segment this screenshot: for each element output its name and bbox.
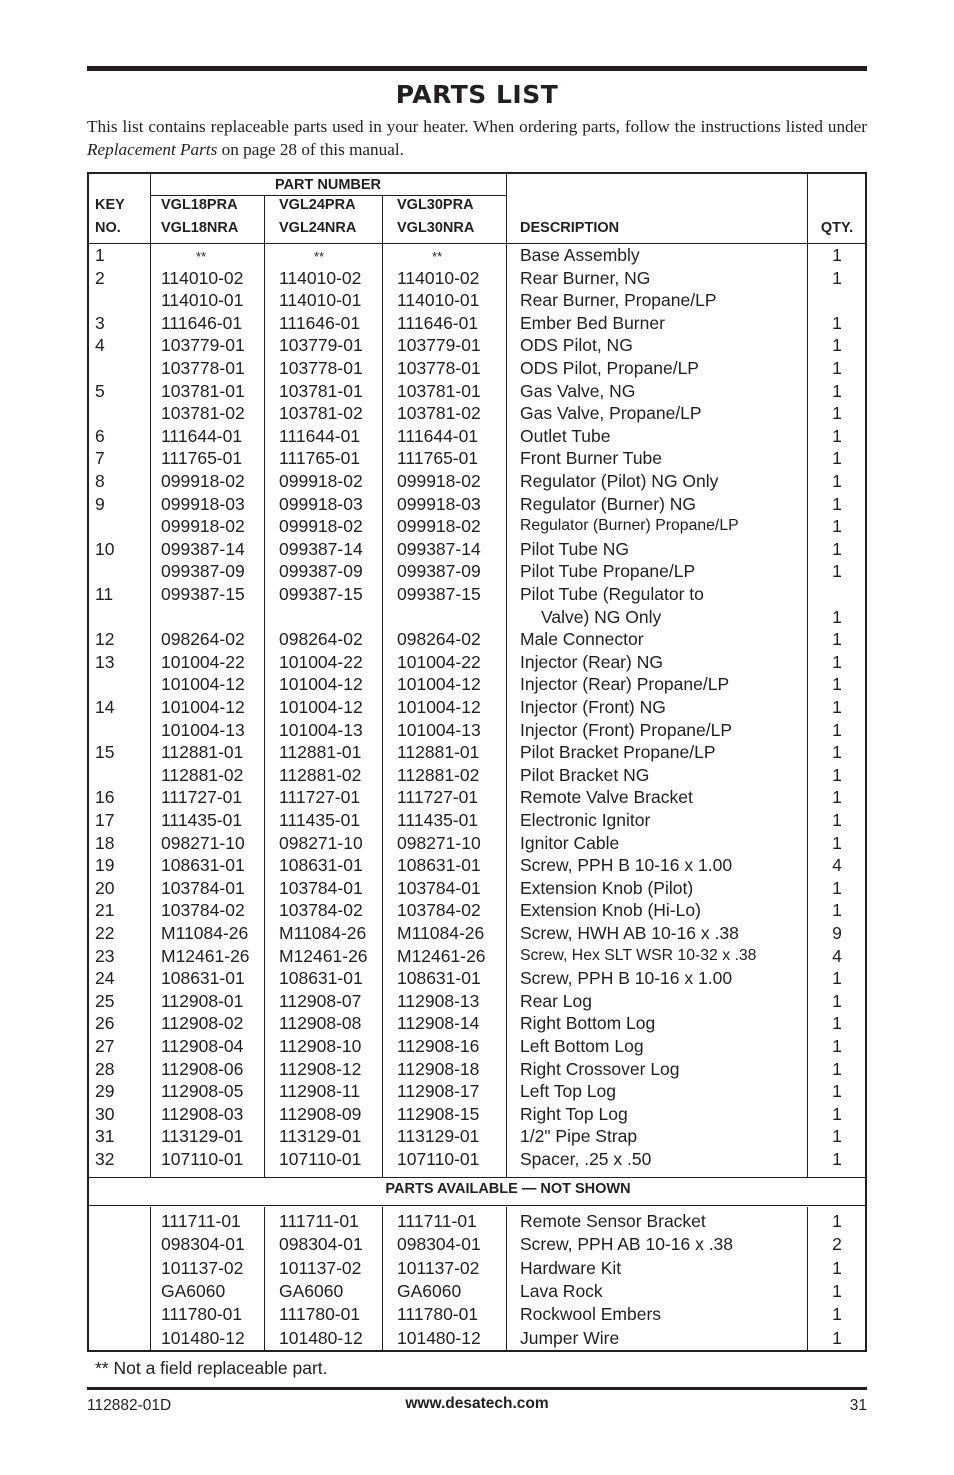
row-part-number: 099918-02 <box>161 471 245 491</box>
row-part-number: 098264-02 <box>397 629 481 650</box>
row-description: ODS Pilot, Propane/LP <box>520 358 699 378</box>
not-shown-part-number: 101480-12 <box>279 1327 363 1348</box>
row-part-number: 111435-01 <box>397 810 479 830</box>
row-part-number: 112908-02 <box>161 1013 244 1034</box>
row-part-number: 108631-01 <box>161 855 245 876</box>
row-description: 1/2" Pipe Strap <box>520 1126 638 1147</box>
row-description: ODS Pilot, NG <box>520 335 633 356</box>
row-part-number: 111646-01 <box>397 312 479 333</box>
row-qty: 1 <box>832 764 842 785</box>
header-model-18-propane: VGL18PRA <box>161 197 238 213</box>
doc-number: 112882-01D <box>87 1397 172 1414</box>
row-part-number: 103784-02 <box>161 900 245 921</box>
row-part-number: 112908-10 <box>279 1036 362 1056</box>
header-no: NO. <box>95 220 121 236</box>
not-shown-part-number: 101137-02 <box>397 1257 480 1278</box>
row-description: Injector (Front) Propane/LP <box>520 719 733 740</box>
row-part-number: 099918-02 <box>161 516 245 537</box>
row-part-number: 099387-15 <box>397 584 481 604</box>
row-part-number: 114010-01 <box>397 290 480 311</box>
row-part-number: 112881-01 <box>161 742 244 763</box>
row-part-number: 107110-01 <box>279 1149 362 1169</box>
row-description: Electronic Ignitor <box>520 810 651 830</box>
row-key-no: 13 <box>95 651 115 672</box>
row-part-number: 112908-05 <box>161 1081 244 1102</box>
bottom-rule <box>87 1387 867 1390</box>
row-part-number: 103784-02 <box>397 900 481 921</box>
row-part-number: 112908-12 <box>279 1058 362 1079</box>
row-qty: 1 <box>832 1058 842 1079</box>
not-shown-part-number: 111780-01 <box>397 1304 479 1325</box>
not-shown-part-number: GA6060 <box>161 1280 226 1301</box>
row-qty: 1 <box>832 561 842 582</box>
row-part-number: 111644-01 <box>279 425 361 446</box>
intro-text-start: This list contains replaceable parts used in your heater. When ordering parts, follow the instructions listed under <box>87 117 867 136</box>
row-part-number: 113129-01 <box>397 1126 480 1147</box>
not-shown-part-number: GA6060 <box>279 1280 344 1301</box>
row-key-no: 4 <box>95 335 105 356</box>
row-qty: 1 <box>832 1149 842 1169</box>
not-shown-part-number: 098304-01 <box>397 1234 481 1255</box>
header-model-24-propane: VGL24PRA <box>279 197 356 213</box>
row-key-no: 11 <box>95 584 114 604</box>
row-part-number: 112908-04 <box>161 1036 244 1056</box>
not-shown-part-number: 101137-02 <box>279 1257 362 1278</box>
row-part-number: 101004-12 <box>161 674 245 695</box>
row-key-no: 27 <box>95 1036 115 1056</box>
row-part-number: 112881-02 <box>161 764 244 785</box>
row-part-number: 103781-01 <box>161 380 245 401</box>
row-qty: 1 <box>832 674 842 695</box>
row-description: Ignitor Cable <box>520 832 620 853</box>
rule-band-bottom <box>88 1205 866 1206</box>
row-part-number: 113129-01 <box>161 1126 244 1147</box>
row-qty: 1 <box>832 629 842 650</box>
row-part-number: 112908-09 <box>279 1103 362 1124</box>
row-part-number: 099387-14 <box>161 538 245 559</box>
row-qty: 1 <box>832 1126 842 1147</box>
row-qty: 1 <box>832 810 842 830</box>
not-shown-part-number: 111711-01 <box>279 1211 359 1231</box>
row-part-number: 111727-01 <box>161 787 243 808</box>
row-qty: 1 <box>832 606 842 627</box>
row-part-number: 112908-06 <box>161 1058 244 1079</box>
row-description: Injector (Front) NG <box>520 697 666 717</box>
row-part-number: 101004-12 <box>397 697 481 717</box>
row-part-number: 101004-13 <box>397 719 481 740</box>
row-key-no: 1 <box>95 245 105 265</box>
intro-paragraph <box>87 116 867 161</box>
row-part-number: 112881-02 <box>279 764 362 785</box>
row-key-no: 8 <box>95 471 105 491</box>
row-part-number: M11084-26 <box>161 923 249 943</box>
row-key-no: 3 <box>95 312 105 333</box>
row-key-no: 23 <box>95 945 115 966</box>
header-model-30-propane: VGL30PRA <box>397 197 474 213</box>
row-qty: 1 <box>832 403 842 424</box>
row-qty: 1 <box>832 493 842 514</box>
row-description: Pilot Tube (Regulator to <box>520 584 704 604</box>
not-shown-qty: 1 <box>832 1280 842 1301</box>
row-description: Male Connector <box>520 629 644 650</box>
row-description: Extension Knob (Pilot) <box>520 877 694 898</box>
row-part-number: 103779-01 <box>161 335 245 356</box>
row-part-number: 098271-10 <box>397 832 481 853</box>
row-part-number: 114010-02 <box>397 267 480 288</box>
row-part-number: 099387-14 <box>279 538 363 559</box>
row-part-number: 103784-01 <box>161 877 245 898</box>
row-description: Pilot Bracket NG <box>520 764 650 785</box>
row-part-number: 111727-01 <box>279 787 361 808</box>
row-key-no: 29 <box>95 1081 115 1102</box>
not-shown-qty: 1 <box>832 1304 842 1325</box>
not-shown-description: Rockwool Embers <box>520 1304 662 1325</box>
row-part-number: 099387-14 <box>397 538 481 559</box>
row-description: Ember Bed Burner <box>520 312 665 333</box>
row-qty: 1 <box>832 1036 842 1056</box>
row-qty: 1 <box>832 448 842 469</box>
row-part-number: 103778-01 <box>397 358 481 378</box>
row-part-number: 098264-02 <box>161 629 245 650</box>
row-qty: 4 <box>832 855 842 876</box>
row-part-number: 099387-09 <box>397 561 481 582</box>
row-part-number: 108631-01 <box>279 855 363 876</box>
not-shown-part-number: GA6060 <box>397 1280 462 1301</box>
header-qty: QTY. <box>820 220 854 236</box>
row-qty: 1 <box>832 516 842 537</box>
row-key-no: 21 <box>95 900 115 921</box>
row-key-no: 5 <box>95 380 105 401</box>
row-description: Rear Burner, Propane/LP <box>520 290 717 311</box>
row-part-number: 099387-09 <box>279 561 363 582</box>
row-description: Spacer, .25 x .50 <box>520 1149 652 1169</box>
row-part-number: 103779-01 <box>397 335 481 356</box>
row-part-number: M11084-26 <box>279 923 367 943</box>
row-part-number: 111765-01 <box>279 448 361 469</box>
row-part-number: 103781-02 <box>161 403 245 424</box>
row-description: Gas Valve, NG <box>520 380 636 401</box>
row-part-number: 103784-01 <box>279 877 363 898</box>
row-description: Screw, PPH B 10-16 x 1.00 <box>520 855 733 876</box>
row-part-number: 112908-16 <box>397 1036 480 1056</box>
row-part-number: M12461-26 <box>279 945 368 966</box>
row-part-number: 112908-08 <box>279 1013 362 1034</box>
not-shown-qty: 1 <box>832 1327 842 1348</box>
row-part-number: 099918-03 <box>397 493 481 514</box>
row-part-number: 099918-03 <box>161 493 245 514</box>
row-key-no: 12 <box>95 629 115 650</box>
row-qty: 1 <box>832 471 842 491</box>
row-qty: 1 <box>832 335 842 356</box>
row-part-number: 099918-02 <box>397 516 481 537</box>
row-part-number: 101004-12 <box>279 697 363 717</box>
row-part-number: 114010-02 <box>279 267 362 288</box>
not-shown-part-number: 098304-01 <box>161 1234 245 1255</box>
row-part-number: 111727-01 <box>397 787 479 808</box>
top-rule <box>87 66 867 71</box>
row-description: Left Top Log <box>520 1081 617 1102</box>
rule-band-top <box>88 1177 866 1178</box>
row-part-number: ** <box>313 249 325 264</box>
header-key: KEY <box>95 197 125 213</box>
header-model-18-natural: VGL18NRA <box>161 220 239 236</box>
row-part-number: 114010-01 <box>279 290 362 311</box>
row-qty: 1 <box>832 877 842 898</box>
row-qty: 1 <box>832 787 842 808</box>
row-part-number: 111644-01 <box>161 425 243 446</box>
row-part-number: ** <box>431 249 443 264</box>
rule-key-divider <box>150 174 151 1178</box>
row-description: Rear Burner, NG <box>520 267 651 288</box>
row-description: Base Assembly <box>520 245 640 265</box>
page-title: PARTS LIST <box>395 80 559 109</box>
row-description: Regulator (Burner) Propane/LP <box>520 517 739 535</box>
row-description: Right Bottom Log <box>520 1013 656 1034</box>
row-part-number: 101004-12 <box>279 674 363 695</box>
row-part-number: 103784-02 <box>279 900 363 921</box>
row-part-number: 103781-01 <box>397 380 481 401</box>
row-qty: 1 <box>832 968 842 989</box>
row-part-number: 098271-10 <box>161 832 245 853</box>
header-model-30-natural: VGL30NRA <box>397 220 475 236</box>
row-description: Gas Valve, Propane/LP <box>520 403 702 424</box>
rule-col-a-divider <box>264 195 265 1178</box>
row-part-number: 113129-01 <box>279 1126 362 1147</box>
row-key-no: 10 <box>95 538 115 559</box>
not-shown-part-number: 111780-01 <box>279 1304 361 1325</box>
row-description: Right Top Log <box>520 1103 628 1124</box>
not-shown-part-number: 101480-12 <box>397 1327 481 1348</box>
row-description: Pilot Tube Propane/LP <box>520 561 696 582</box>
row-part-number: 112908-13 <box>397 990 480 1011</box>
row-part-number: 098271-10 <box>279 832 363 853</box>
row-qty: 1 <box>832 719 842 740</box>
not-shown-description: Hardware Kit <box>520 1257 622 1278</box>
row-description: Regulator (Pilot) NG Only <box>520 471 719 491</box>
row-description: Front Burner Tube <box>520 448 663 469</box>
row-part-number: 101004-22 <box>161 651 245 672</box>
row-part-number: 103781-02 <box>397 403 481 424</box>
row-qty: 1 <box>832 697 842 717</box>
row-part-number: 101004-13 <box>161 719 245 740</box>
row-key-no: 7 <box>95 448 105 469</box>
row-part-number: 103781-01 <box>279 380 363 401</box>
row-description: Right Crossover Log <box>520 1058 680 1079</box>
row-description: Pilot Bracket Propane/LP <box>520 742 716 763</box>
row-part-number: 112908-03 <box>161 1103 244 1124</box>
row-part-number: 101004-12 <box>161 697 245 717</box>
row-description: Pilot Tube NG <box>520 538 629 559</box>
row-part-number: 111646-01 <box>161 312 243 333</box>
row-part-number: 107110-01 <box>161 1149 244 1169</box>
row-description: Injector (Rear) NG <box>520 651 663 672</box>
not-shown-part-number: 111711-01 <box>161 1211 241 1231</box>
row-qty: 1 <box>832 267 842 288</box>
row-qty: 1 <box>832 245 842 265</box>
row-part-number: 112881-02 <box>397 764 480 785</box>
row-key-no: 19 <box>95 855 115 876</box>
row-part-number: 111765-01 <box>161 448 243 469</box>
row-key-no: 22 <box>95 923 115 943</box>
row-description: Extension Knob (Hi-Lo) <box>520 900 701 921</box>
row-part-number: ** <box>195 249 207 264</box>
row-description: Regulator (Burner) NG <box>520 493 697 514</box>
row-qty: 1 <box>832 425 842 446</box>
row-key-no: 9 <box>95 493 105 514</box>
row-part-number: 101004-22 <box>279 651 363 672</box>
row-key-no: 24 <box>95 968 115 989</box>
row-part-number: 107110-01 <box>397 1149 480 1169</box>
row-part-number: 111765-01 <box>397 448 479 469</box>
rule-col-a-divider-lower <box>264 1207 265 1351</box>
not-shown-part-number: 111711-01 <box>397 1211 477 1231</box>
row-part-number: 108631-01 <box>397 968 481 989</box>
not-shown-description: Remote Sensor Bracket <box>520 1211 706 1231</box>
row-part-number: 103778-01 <box>161 358 245 378</box>
rule-key-divider-lower <box>150 1207 151 1351</box>
not-shown-description: Jumper Wire <box>520 1327 620 1348</box>
row-part-number: 103784-01 <box>397 877 481 898</box>
row-qty: 1 <box>832 742 842 763</box>
row-description: Left Bottom Log <box>520 1036 644 1056</box>
row-key-no: 16 <box>95 787 115 808</box>
row-part-number: 114010-02 <box>161 267 244 288</box>
row-key-no: 20 <box>95 877 115 898</box>
rule-col-b-divider <box>382 195 383 1178</box>
row-key-no: 18 <box>95 832 115 853</box>
row-part-number: 099387-15 <box>161 584 245 604</box>
row-qty: 4 <box>832 945 842 966</box>
intro-emphasis: Replacement Parts <box>87 139 218 159</box>
website-link[interactable]: www.desatech.com <box>405 1395 549 1412</box>
row-part-number: 112908-11 <box>279 1081 361 1102</box>
row-key-no: 2 <box>95 267 105 288</box>
row-description: Screw, Hex SLT WSR 10-32 x .38 <box>520 946 757 964</box>
row-qty: 1 <box>832 990 842 1011</box>
row-qty: 9 <box>832 923 842 943</box>
rule-header-bottom <box>88 243 866 244</box>
row-qty: 1 <box>832 312 842 333</box>
row-key-no: 14 <box>95 697 115 717</box>
row-part-number: 099918-02 <box>397 471 481 491</box>
row-part-number: 112908-18 <box>397 1058 480 1079</box>
row-description: Screw, HWH AB 10-16 x .38 <box>520 923 739 943</box>
row-qty: 1 <box>832 1013 842 1034</box>
row-part-number: 112908-07 <box>279 990 362 1011</box>
row-part-number: 101004-12 <box>397 674 481 695</box>
row-part-number: 111646-01 <box>279 312 361 333</box>
row-description: Rear Log <box>520 990 592 1011</box>
rule-desc-divider <box>506 174 507 1178</box>
row-qty: 1 <box>832 1103 842 1124</box>
row-part-number: 103781-02 <box>279 403 363 424</box>
row-part-number: 103778-01 <box>279 358 363 378</box>
row-part-number: 111435-01 <box>279 810 361 830</box>
row-key-no: 26 <box>95 1013 115 1034</box>
row-key-no: 28 <box>95 1058 115 1079</box>
row-key-no: 32 <box>95 1149 115 1169</box>
row-description: Valve) NG Only <box>541 606 662 627</box>
row-part-number: 112908-17 <box>397 1081 480 1102</box>
header-model-24-natural: VGL24NRA <box>279 220 357 236</box>
header-description: DESCRIPTION <box>520 220 620 236</box>
row-part-number: 098264-02 <box>279 629 363 650</box>
row-part-number: 114010-01 <box>161 290 244 311</box>
row-part-number: 111644-01 <box>397 425 479 446</box>
row-description: Remote Valve Bracket <box>520 787 693 808</box>
row-qty: 1 <box>832 832 842 853</box>
row-part-number: 111435-01 <box>161 810 243 830</box>
row-part-number: 112908-01 <box>161 990 244 1011</box>
row-key-no: 17 <box>95 810 115 830</box>
row-qty: 1 <box>832 651 842 672</box>
rule-col-b-divider-lower <box>382 1207 383 1351</box>
header-part-number: PART NUMBER <box>274 177 382 193</box>
row-part-number: 101004-13 <box>279 719 363 740</box>
row-part-number: 101004-22 <box>397 651 481 672</box>
row-part-number: 103779-01 <box>279 335 363 356</box>
not-shown-qty: 1 <box>832 1211 842 1231</box>
row-key-no: 30 <box>95 1103 115 1124</box>
row-qty: 1 <box>832 900 842 921</box>
row-part-number: M12461-26 <box>397 945 486 966</box>
intro-text-end: on page 28 of this manual. <box>217 139 404 159</box>
row-qty: 1 <box>832 538 842 559</box>
row-qty: 1 <box>832 380 842 401</box>
row-part-number: 108631-01 <box>279 968 363 989</box>
row-description: Injector (Rear) Propane/LP <box>520 674 730 695</box>
row-part-number: 112881-01 <box>279 742 362 763</box>
row-part-number: 099918-02 <box>279 516 363 537</box>
row-part-number: M11084-26 <box>397 923 485 943</box>
not-shown-part-number: 101480-12 <box>161 1327 245 1348</box>
row-key-no: 31 <box>95 1126 115 1147</box>
not-shown-part-number: 101137-02 <box>161 1257 244 1278</box>
row-part-number: M12461-26 <box>161 945 250 966</box>
row-description: Outlet Tube <box>520 425 611 446</box>
rule-desc-divider-lower <box>506 1207 507 1351</box>
not-shown-part-number: 098304-01 <box>279 1234 363 1255</box>
row-key-no: 25 <box>95 990 115 1011</box>
row-part-number: 108631-01 <box>161 968 245 989</box>
footnote: ** Not a field replaceable part. <box>95 1358 328 1378</box>
row-part-number: 099918-03 <box>279 493 363 514</box>
row-part-number: 108631-01 <box>397 855 481 876</box>
row-part-number: 099387-15 <box>279 584 363 604</box>
row-part-number: 112881-01 <box>397 742 480 763</box>
row-qty: 1 <box>832 1081 842 1102</box>
not-shown-band-label: PARTS AVAILABLE — NOT SHOWN <box>385 1181 631 1197</box>
row-qty: 1 <box>832 358 842 378</box>
row-description: Screw, PPH B 10-16 x 1.00 <box>520 968 733 989</box>
not-shown-qty: 2 <box>832 1234 842 1255</box>
row-key-no: 6 <box>95 425 105 446</box>
row-part-number: 099387-09 <box>161 561 245 582</box>
row-part-number: 112908-14 <box>397 1013 480 1034</box>
row-part-number: 099918-02 <box>279 471 363 491</box>
not-shown-description: Lava Rock <box>520 1280 603 1301</box>
not-shown-part-number: 111780-01 <box>161 1304 243 1325</box>
page-number: 31 <box>849 1397 867 1414</box>
row-part-number: 112908-15 <box>397 1103 480 1124</box>
not-shown-qty: 1 <box>832 1257 842 1278</box>
row-key-no: 15 <box>95 742 115 763</box>
not-shown-description: Screw, PPH AB 10-16 x .38 <box>520 1234 734 1255</box>
